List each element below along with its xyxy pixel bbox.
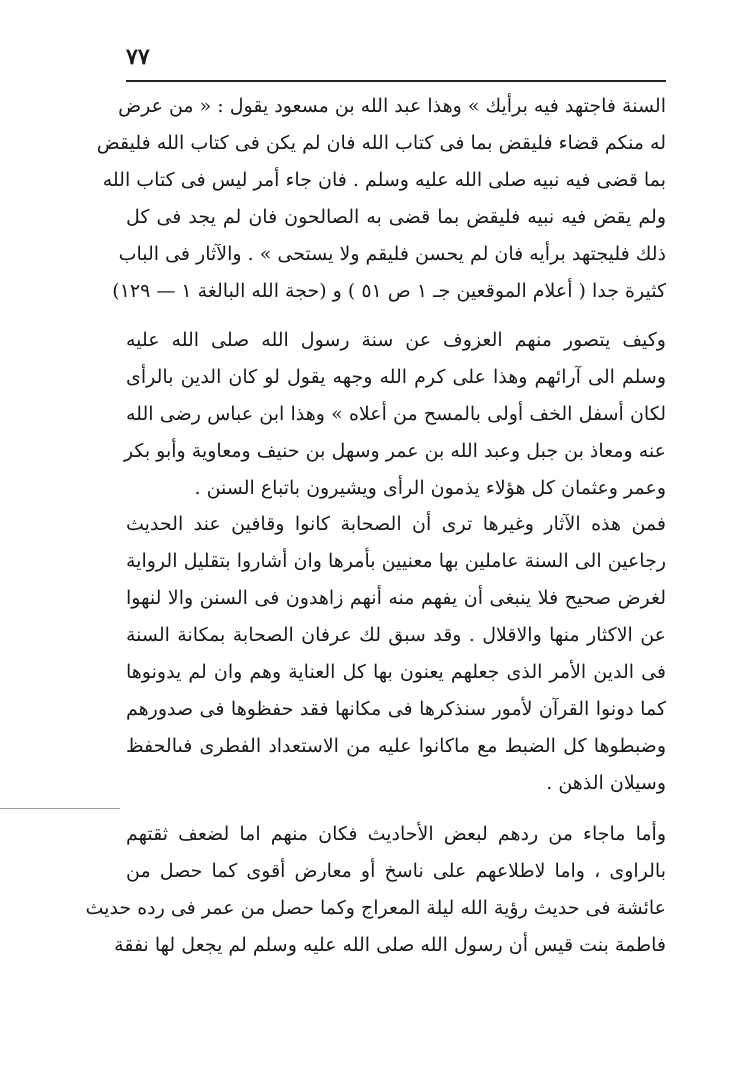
text-line: وعمر وعثمان كل هؤلاء يذمون الرأى ويشيرون باتباع السنن . <box>194 477 666 499</box>
text-line: وأما ماجاء من ردهم لبعض الأحاديث فكان منهم اما لضعف ثقتهم <box>126 823 666 845</box>
text-line: ذلك فليجتهد برأيه فان لم يحسن فليقم ولا يستحى » . والآثار فى الباب <box>118 243 666 265</box>
text-line: وكيف يتصور منهم العزوف عن سنة رسول الله صلى الله عليه <box>126 329 666 351</box>
text-line: بما قضى فيه نبيه صلى الله عليه وسلم . فان جاء أمر ليس فى كتاب الله <box>102 169 666 191</box>
text-line: عنه ومعاذ بن جبل وعبد الله بن عمر وسهل بن حنيف ومعاوية وأبو بكر <box>123 440 666 462</box>
text-line: عائشة فى حديث رؤية الله ليلة المعراج وكما حصل من عمر فى رده حديث <box>85 897 666 919</box>
paragraph-1 <box>96 88 666 310</box>
text-line: له منكم قضاء فليقض بما فى كتاب الله فان لم يكن فى كتاب الله فليقض <box>96 132 666 154</box>
text-line: السنة فاجتهد فيه برأيك » وهذا عبد الله بن مسعود يقول : « من عرض <box>118 95 666 117</box>
text-line: عن الاكثار منها والاقلال . وقد سبق لك عرفان الصحابة بمكانة السنة <box>126 624 666 646</box>
page-number: ٧٧ <box>126 44 150 70</box>
text-line: كثيرة جدا ( أعلام الموقعين جـ ١ ص ٥١ ) و (حجة الله البالغة ١ — ١٢٩) <box>112 280 666 302</box>
text-line: فمن هذه الآثار وغيرها ترى أن الصحابة كانوا وقافين عند الحديث <box>126 513 666 535</box>
text-line: فى الدين الأمر الذى جعلهم يعنون بها كل العناية وهم وان لم يدونوها <box>126 661 666 683</box>
header-rule <box>126 80 666 82</box>
margin-mark <box>0 808 120 809</box>
paragraph-4 <box>85 816 666 964</box>
paragraph-2 <box>123 322 666 507</box>
text-line: وسلم الى آرائهم وهذا على كرم الله وجهه يقول لو كان الدين بالرأى <box>126 366 666 388</box>
text-line: وسيلان الذهن . <box>546 772 666 794</box>
text-line: ولم يقض فيه نبيه فليقض بما قضى به الصالحون فان لم يجد فى كل <box>126 206 666 228</box>
text-line: فاطمة بنت قيس أن رسول الله صلى الله عليه وسلم لم يجعل لها نفقة <box>114 934 666 956</box>
text-line: لغرض صحيح فلا ينبغى أن يفهم منه أنهم زاهدون فى السنن والا لنهوا <box>126 587 666 609</box>
text-line: وضبطوها كل الضبط مع ماكانوا عليه من الاستعداد الفطرى فىالحفظ <box>126 735 666 757</box>
text-line: كما دونوا القرآن لأمور سنذكرها فى مكانها فقد حفظوها فى صدورهم <box>126 698 666 720</box>
text-line: بالراوى ، واما لاطلاعهم على ناسخ أو معارض أقوى كما حصل من <box>126 860 666 882</box>
text-line: لكان أسفل الخف أولى بالمسح من أعلاه » وهذا ابن عباس رضى الله <box>126 403 666 425</box>
paragraph-3 <box>126 506 666 802</box>
text-line: رجاعين الى السنة عاملين بها معنيين بأمرها وان أشاروا بتقليل الرواية <box>126 550 666 572</box>
